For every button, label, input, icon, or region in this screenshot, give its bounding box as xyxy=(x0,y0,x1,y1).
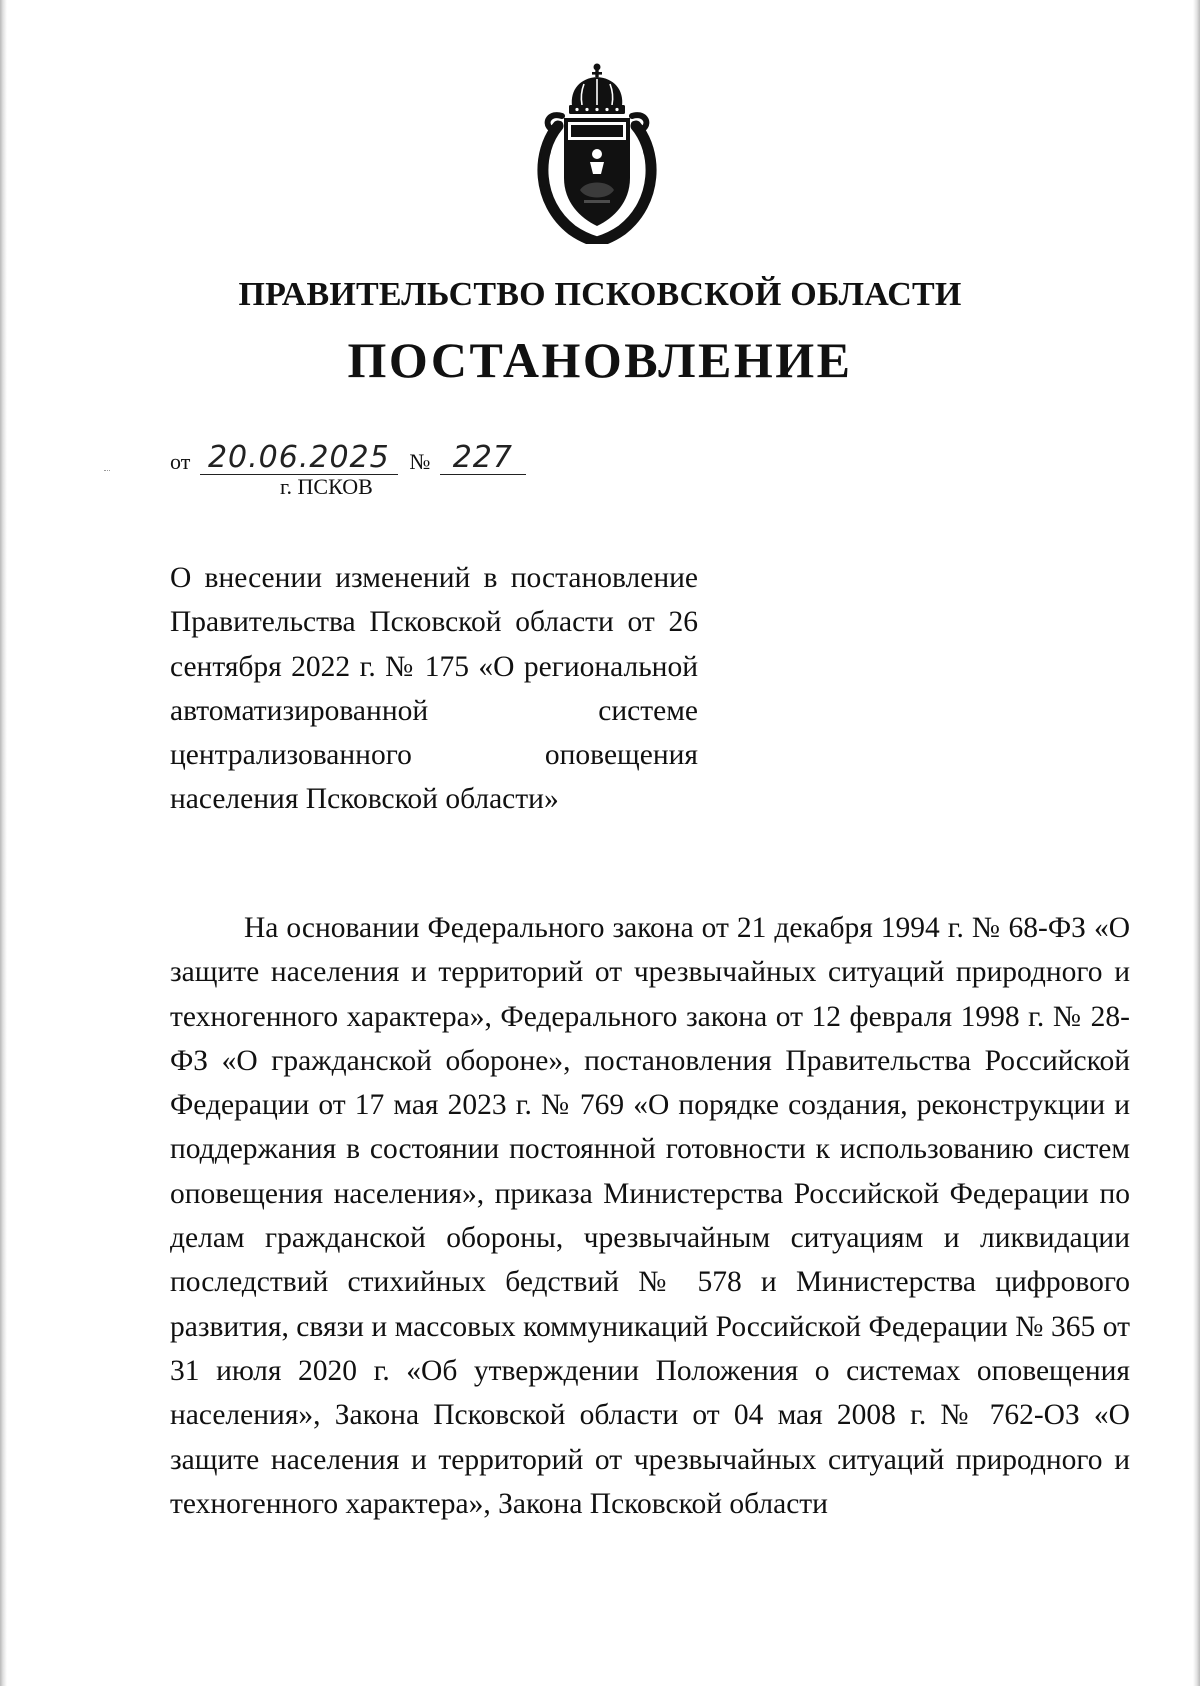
scan-speck xyxy=(104,470,110,472)
coat-of-arms-icon xyxy=(532,62,662,244)
scan-edge-left xyxy=(0,0,7,1686)
city-label: г. ПСКОВ xyxy=(280,474,373,499)
scan-edge-right xyxy=(1193,0,1200,1686)
handwritten-number: 227 xyxy=(440,442,526,475)
date-number-line xyxy=(170,442,526,476)
handwritten-date: 20.06.2025 xyxy=(200,442,398,475)
government-title: ПРАВИТЕЛЬСТВО ПСКОВСКОЙ ОБЛАСТИ xyxy=(238,276,962,313)
document-subject: О внесении изменений в постановление Правительства Псковской области от 26 сентября 2022 г. № 175 «О региональной автоматизированной системе централизованного оповещения населения Псковской области» xyxy=(170,562,698,816)
date-prefix: от xyxy=(170,449,191,474)
body-paragraph: На основании Федерального закона от 21 декабря 1994 г. № 68-ФЗ «О защите населения и территорий от чрезвычайных ситуаций природного и техногенного характера», Федерального закона от 12 февраля 1998 г. № 28-ФЗ «О гражданской обороне», постановления Правительства Российской Федерации от 17 мая 2023 г. № 769 «О порядке создания, реконструкции и поддержания в состоянии постоянной готовности к использованию систем оповещения населения», приказа Министерства Российской Федерации по делам гражданской обороны, чрезвычайным ситуациям и ликвидации последствий стихийных бедствий № 578 и Министерства цифрового развития, связи и массовых коммуникаций Российской Федерации № 365 от 31 июля 2020 г. «Об утверждении Положения о системах оповещения населения», Закона Псковской области от 04 мая 2008 г. № 762-ОЗ «О защите населения и территорий от чрезвычайных ситуаций природного и техногенного характера», Закона Псковской области xyxy=(170,912,1130,1520)
document-type-title: ПОСТАНОВЛЕНИЕ xyxy=(347,332,853,388)
number-prefix: № xyxy=(409,449,431,474)
